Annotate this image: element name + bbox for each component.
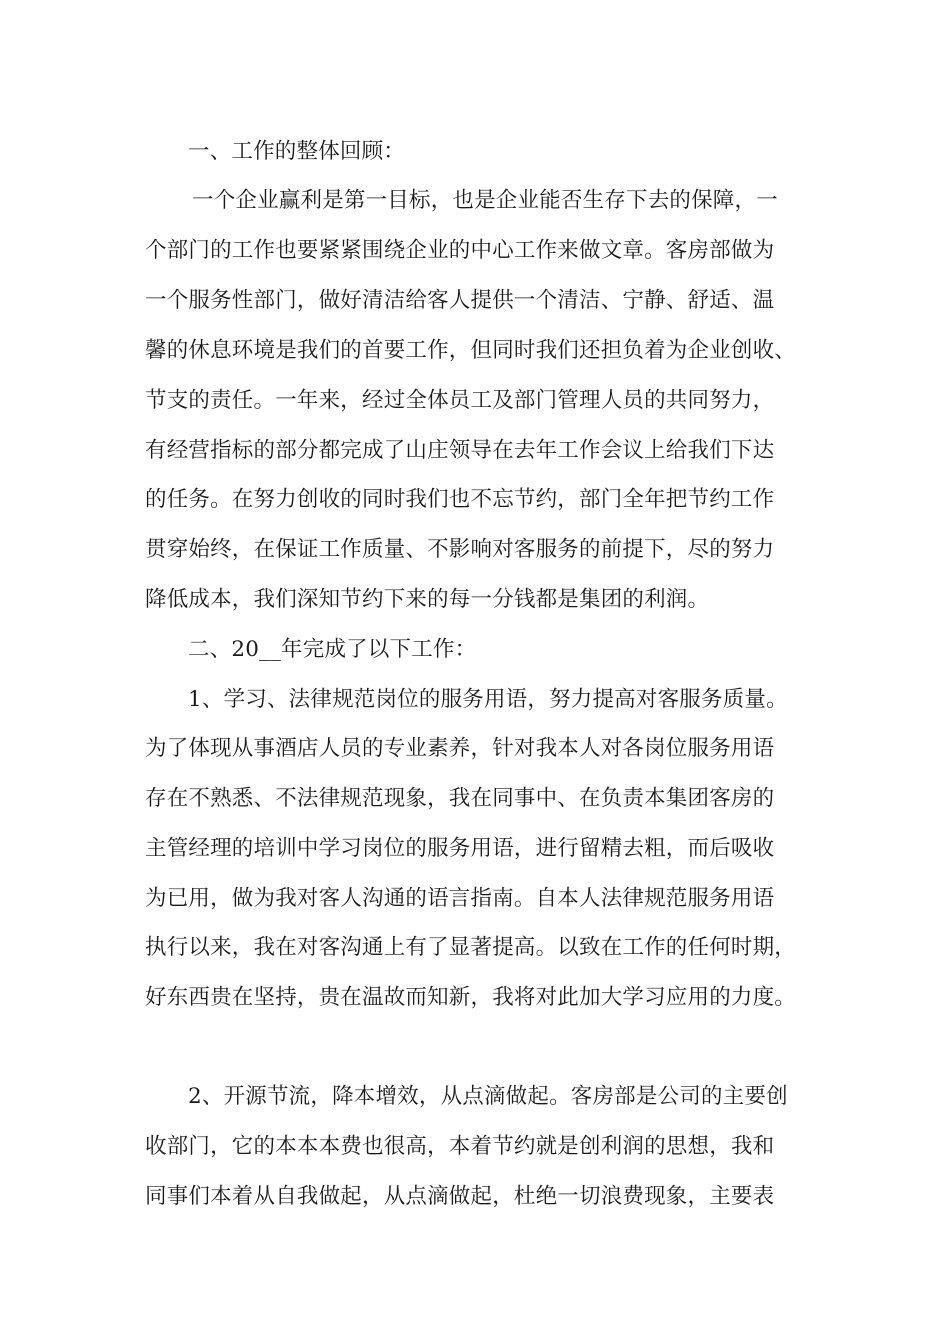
list-item-line: 主管经理的培训中学习岗位的服务用语，进行留精去粗，而后吸收 <box>145 836 775 861</box>
paragraph-line: 节支的责任。一年来，经过全体员工及部门管理人员的共同努力， <box>145 388 775 413</box>
list-item-line: 为已用，做为我对客人沟通的语言指南。自本人法律规范服务用语 <box>145 886 775 911</box>
paragraph-line: 一个服务性部门，做好清洁给客人提供一个清洁、宁静、舒适、温 <box>145 288 775 313</box>
section-heading-1: 一、工作的整体回顾： <box>188 139 406 164</box>
list-item-line: 存在不熟悉、不法律规范现象，我在同事中、在负责本集团客房的 <box>145 786 775 811</box>
paragraph-line: 一个企业赢利是第一目标，也是企业能否生存下去的保障，一 <box>192 188 778 213</box>
list-item-line: 执行以来，我在对客沟通上有了显著提高。以致在工作的任何时期， <box>145 935 797 960</box>
paragraph-line: 的任务。在努力创收的同时我们也不忘节约，部门全年把节约工作 <box>145 487 775 512</box>
list-item-line: 为了体现从事酒店人员的专业素养，针对我本人对各岗位服务用语 <box>145 736 775 761</box>
paragraph-line: 降低成本，我们深知节约下来的每一分钱都是集团的利润。 <box>145 587 710 612</box>
paragraph-line: 馨的休息环境是我们的首要工作，但同时我们还担负着为企业创收、 <box>145 338 797 363</box>
section-heading-2: 二、20__年完成了以下工作： <box>188 637 477 662</box>
paragraph-line: 个部门的工作也要紧紧围绕企业的中心工作来做文章。客房部做为 <box>145 238 775 263</box>
paragraph-line: 贯穿始终，在保证工作质量、不影响对客服务的前提下，尽的努力 <box>145 537 775 562</box>
list-item-line: 收部门，它的本本本费也很高，本着节约就是创利润的思想，我和 <box>145 1134 775 1159</box>
list-item-line: 2、开源节流，降本增效，从点滴做起。客房部是公司的主要创 <box>188 1084 788 1109</box>
paragraph-line: 有经营指标的部分都完成了山庄领导在去年工作会议上给我们下达 <box>145 438 775 463</box>
list-item-line: 好东西贵在坚持，贵在温故而知新，我将对此加大学习应用的力度。 <box>145 985 797 1010</box>
list-item-line: 1、学习、法律规范岗位的服务用语，努力提高对客服务质量。 <box>188 687 788 712</box>
list-item-line: 同事们本着从自我做起，从点滴做起，杜绝一切浪费现象，主要表 <box>145 1184 775 1209</box>
